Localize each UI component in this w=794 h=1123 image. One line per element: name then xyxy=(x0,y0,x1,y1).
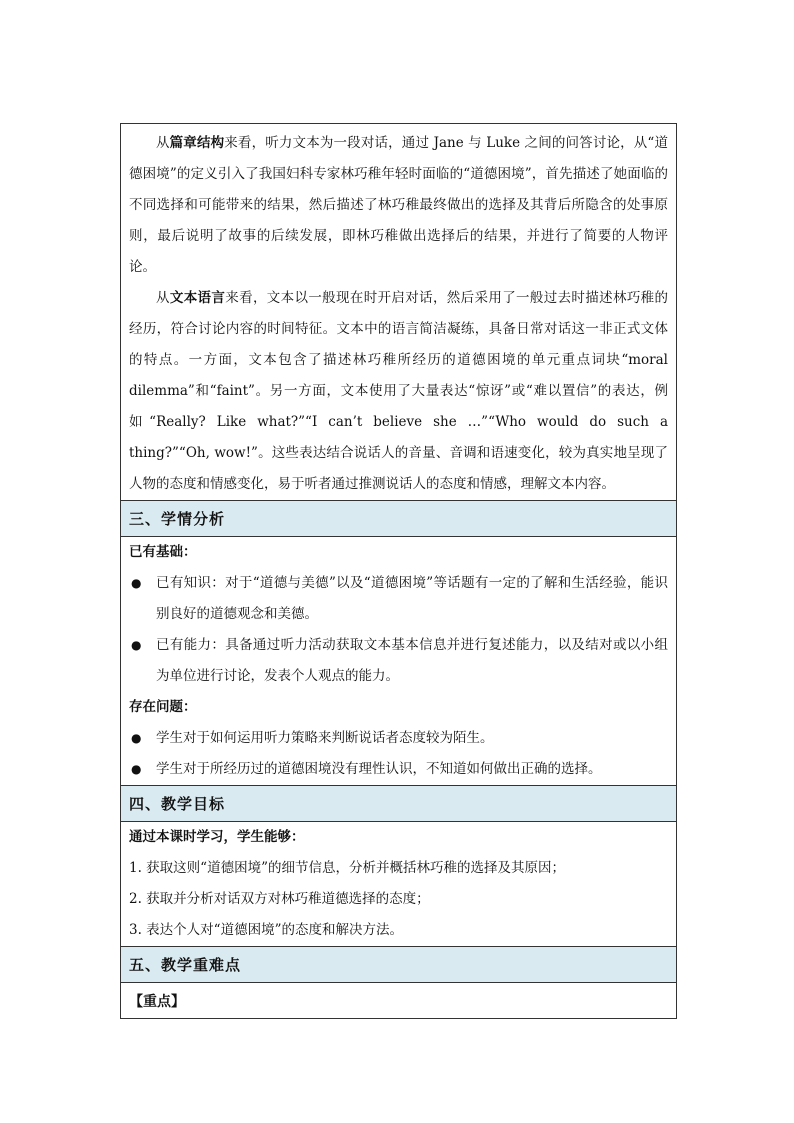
lesson-plan-page xyxy=(120,123,677,1019)
bullet-icon: ● xyxy=(131,762,142,776)
student-analysis-cell xyxy=(121,537,677,786)
language-text: 来看，文本以一般现在时开启对话，然后采用了一般过去时描述林巧稚的经历，符合讨论内容的时间特征。文本中的语言简洁凝练，具备日常对话这一非正式文体的特点。一方面，文本包含了描述林巧稚所经历的道德困境的单元重点词块“moral dilemma”和“faint”。另一方面，文本使用了大量表达“惊讶”或“难以置信”的表达，例如“Really? Like what?”“I can’t believe she …”“Who would do such a thing?”“Oh, wow!”。这些表达结合说话人的音量、音调和语速变化，较为真实地呈现了人物的态度和情感变化，易于听者通过推测说话人的态度和情感，理解文本内容。 xyxy=(129,290,669,492)
key-points-label: 【重点】 xyxy=(121,983,677,1019)
bullet-icon: ● xyxy=(131,638,142,652)
problem-item-dilemma xyxy=(129,754,668,785)
lesson-plan-table xyxy=(120,123,677,1019)
problem-item-text: 学生对于所经历过的道德困境没有理性认识，不知道如何做出正确的选择。 xyxy=(156,761,602,777)
bullet-icon: ● xyxy=(131,731,142,745)
section3-title: 三、学情分析 xyxy=(121,501,677,537)
structure-paragraph xyxy=(129,124,668,283)
goal-item: 2. 获取并分析对话双方对林巧稚道德选择的态度； xyxy=(129,891,430,907)
bullet-icon: ● xyxy=(131,576,142,590)
section5-title: 五、教学重难点 xyxy=(121,947,677,983)
goal-item: 1. 获取这则“道德困境”的细节信息，分析并概括林巧稚的选择及其原因； xyxy=(129,860,565,876)
section4-header-row xyxy=(121,786,677,822)
structure-keyword: 篇章结构 xyxy=(169,135,225,151)
language-prefix: 从 xyxy=(156,290,170,306)
section3-header-row xyxy=(121,501,677,537)
language-paragraph xyxy=(129,283,668,500)
basis-item-text: 已有能力：具备通过听力活动获取文本基本信息并进行复述能力，以及结对或以小组为单位进行讨论，发表个人观点的能力。 xyxy=(156,637,668,684)
section4-title: 四、教学目标 xyxy=(121,786,677,822)
problem-item-strategy xyxy=(129,723,668,754)
key-points-row xyxy=(121,983,677,1019)
goals-intro: 通过本课时学习，学生能够： xyxy=(129,829,305,845)
text-analysis-cell xyxy=(121,124,677,501)
student-analysis-row xyxy=(121,537,677,786)
section5-header-row xyxy=(121,947,677,983)
language-keyword: 文本语言 xyxy=(169,290,226,306)
problem-label: 存在问题： xyxy=(129,699,197,715)
basis-item-knowledge xyxy=(129,568,668,630)
basis-label: 已有基础： xyxy=(129,544,197,560)
text-analysis-row xyxy=(121,124,677,501)
goals-cell xyxy=(121,822,677,947)
goal-item: 3. 表达个人对“道德困境”的态度和解决方法。 xyxy=(129,922,403,938)
structure-prefix: 从 xyxy=(156,135,170,151)
basis-item-ability xyxy=(129,630,668,692)
structure-text: 来看，听力文本为一段对话，通过 Jane 与 Luke 之间的问答讨论，从“道德困境”的定义引入了我国妇科专家林巧稚年轻时面临的“道德困境”，首先描述了她面临的不同选择和可能带来的结果，然后描述了林巧稚最终做出的选择及其背后所隐含的处事原则，最后说明了故事的后续发展，即林巧稚做出选择后的结果，并进行了简要的人物评论。 xyxy=(129,135,668,275)
problem-item-text: 学生对于如何运用听力策略来判断说话者态度较为陌生。 xyxy=(156,730,494,746)
basis-item-text: 已有知识：对于“道德与美德”以及“道德困境”等话题有一定的了解和生活经验，能识别良好的道德观念和美德。 xyxy=(156,575,668,622)
goals-row xyxy=(121,822,677,947)
